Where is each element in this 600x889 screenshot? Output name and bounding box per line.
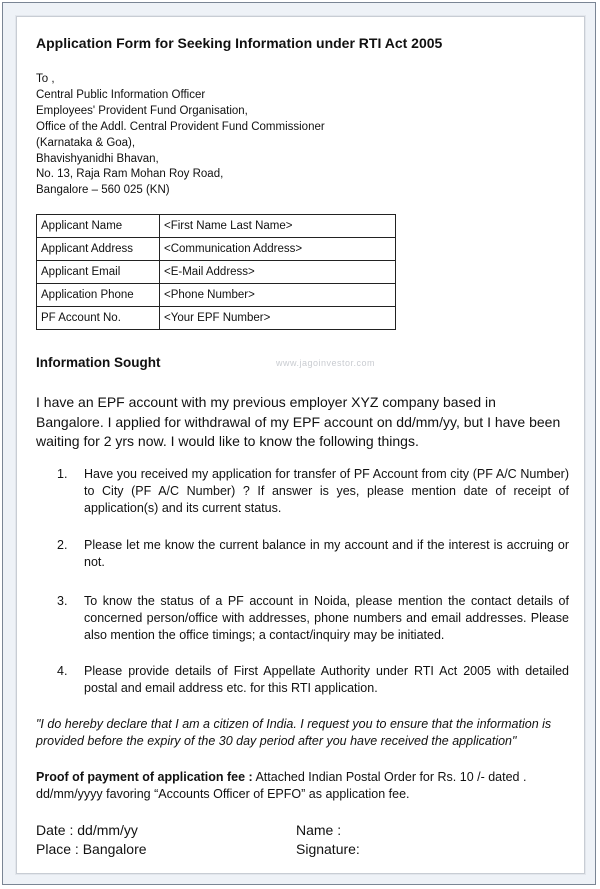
date-field: Date : dd/mm/yy	[36, 822, 138, 838]
table-row	[37, 215, 396, 238]
item-text: To know the status of a PF account in Noida, please mention the contact details of concerned person/office with addresses, phone numbers and email addresses. Please also mention the office timings; a contact/inquiry may be initiated.	[84, 594, 569, 642]
proof-of-payment	[36, 769, 571, 803]
list-item	[57, 663, 569, 697]
name-field: Name :	[296, 822, 342, 838]
item-number: 1.	[57, 467, 68, 481]
applicant-address-label: Applicant Address	[37, 238, 160, 261]
application-phone-label: Application Phone	[37, 284, 160, 307]
applicant-name-value: <First Name Last Name>	[160, 215, 396, 238]
form-page	[16, 16, 585, 874]
table-row	[37, 238, 396, 261]
place-field: Place : Bangalore	[36, 841, 147, 857]
applicant-name-label: Applicant Name	[37, 215, 160, 238]
list-item	[57, 537, 569, 571]
address-line: Bangalore – 560 025 (KN)	[36, 184, 170, 197]
applicant-details-table	[36, 214, 396, 330]
address-line: Central Public Information Officer	[36, 88, 206, 101]
proof-text: Attached Indian Postal Order for Rs. 10 /- dated . dd/mm/yyyy favoring “Accounts Officer of EPFO” as application fee.	[36, 770, 527, 801]
item-number: 4.	[57, 664, 68, 678]
form-title: Application Form for Seeking Information under RTI Act 2005	[36, 35, 443, 51]
table-row	[37, 261, 396, 284]
table-row	[37, 284, 396, 307]
item-number: 3.	[57, 594, 68, 608]
proof-label: Proof of payment of application fee :	[36, 770, 253, 784]
intro-paragraph: I have an EPF account with my previous employer XYZ company based in Bangalore. I applied for withdrawal of my EPF account on dd/mm/yy, but I have been waiting for 2 yrs now. I would like to know the following things.	[36, 394, 561, 449]
item-text: Please provide details of First Appellate Authority under RTI Act 2005 with detailed postal and email address etc. for this RTI application.	[84, 664, 569, 695]
document-frame	[2, 2, 596, 885]
address-line: Office of the Addl. Central Provident Fund Commissioner	[36, 120, 325, 133]
applicant-email-value: <E-Mail Address>	[160, 261, 396, 284]
address-line: (Karnataka & Goa),	[36, 136, 136, 149]
item-text: Have you received my application for transfer of PF Account from city (PF A/C Number) to City (PF A/C Number) ? If answer is yes, please mention date of receipt of application(s) and its current status.	[84, 467, 569, 515]
recipient-address	[36, 72, 325, 199]
list-item	[57, 593, 569, 644]
applicant-address-value: <Communication Address>	[160, 238, 396, 261]
declaration: "I do hereby declare that I am a citizen of India. I request you to ensure that the information is provided before the expiry of the 30 day period after you have received the application"	[36, 717, 552, 748]
applicant-email-label: Applicant Email	[37, 261, 160, 284]
address-line: Employees' Provident Fund Organisation,	[36, 104, 248, 117]
pf-account-value: <Your EPF Number>	[160, 307, 396, 330]
address-line: Bhavishyanidhi Bhavan,	[36, 152, 159, 165]
section-title: Information Sought	[36, 355, 161, 370]
list-item	[57, 466, 569, 517]
watermark: www.jagoinvestor.com	[276, 358, 376, 368]
pf-account-label: PF Account No.	[37, 307, 160, 330]
item-text: Please let me know the current balance in my account and if the interest is accruing or not.	[84, 538, 569, 569]
address-line: To ,	[36, 73, 55, 85]
table-row	[37, 307, 396, 330]
item-number: 2.	[57, 538, 68, 552]
address-line: No. 13, Raja Ram Mohan Roy Road,	[36, 168, 224, 181]
application-phone-value: <Phone Number>	[160, 284, 396, 307]
signature-field: Signature:	[296, 841, 360, 857]
